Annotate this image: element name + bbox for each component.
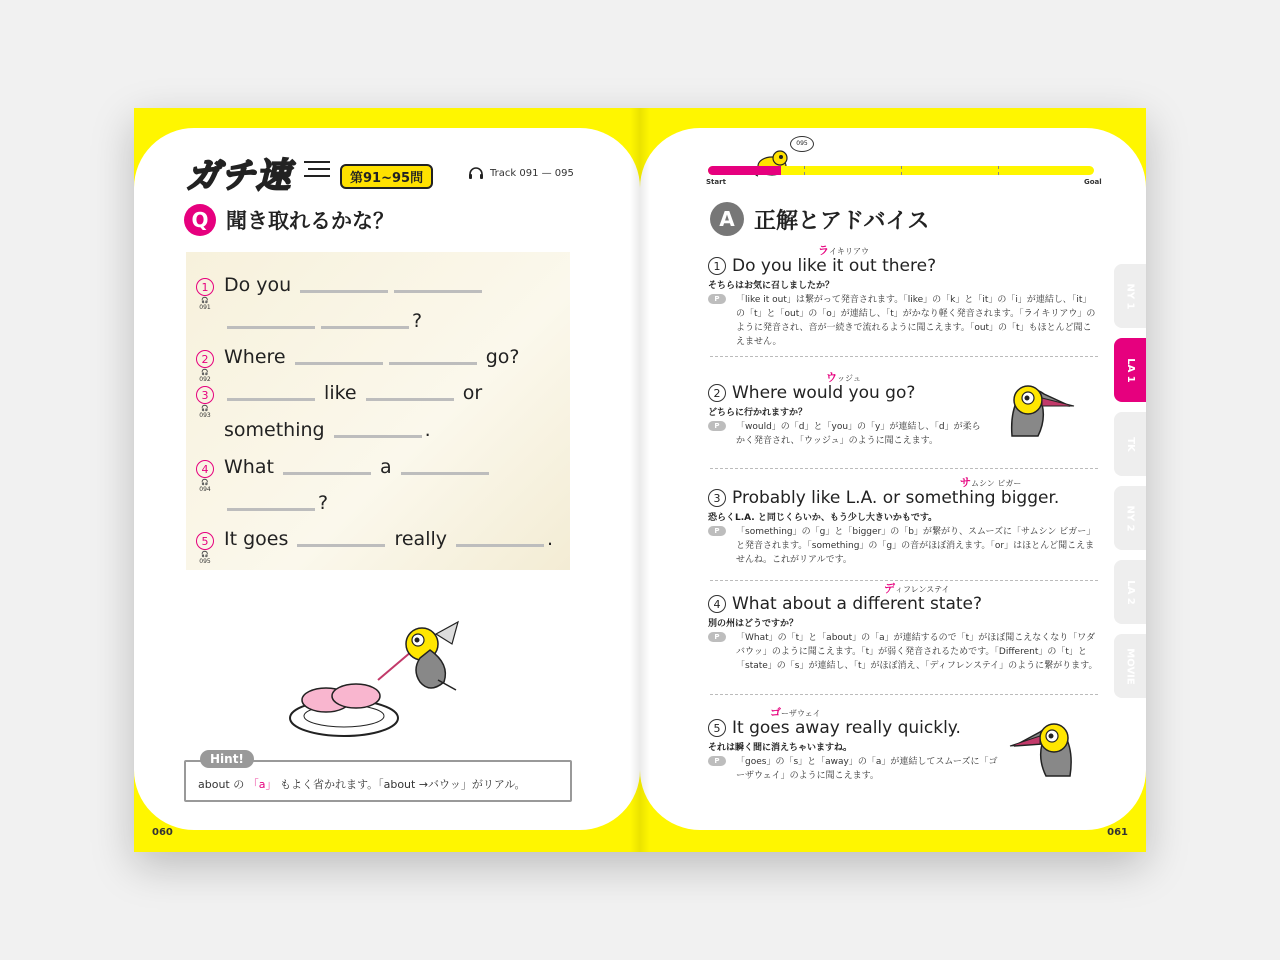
answer-blank[interactable] [401,472,489,475]
track-no: 🎧095 [199,551,211,565]
question-4-line1: What a [224,456,492,478]
woodpecker-illustration [1004,380,1076,442]
question-3-line1: like or [224,382,482,404]
progress-tick [998,166,999,175]
answer-5: 5 It goes away really quickly. ゴーザウェイ それは瞬く間に消えちゃいますね。 P 「goes」の「s」と「away」の「a」が連結してスムーズに「ゴーザウェイ」のように聞こえます。 [708,706,998,781]
answer-translation: 恐らくL.A. と同じくらいか、もう少し大きいかもです。 [708,513,938,523]
progress-fill [708,166,781,175]
pronunciation-ruby: ディフレンステイ [884,582,950,595]
left-page [134,108,640,852]
answer-blank[interactable] [389,362,477,365]
answer-blank[interactable] [366,398,454,401]
track-no: 🎧094 [199,479,211,493]
answer-sentence: It goes away really quickly. [732,718,961,738]
question-number-4[interactable]: 4 🎧094 [196,460,214,493]
answer-sentence: Where would you go? [732,383,916,403]
answer-translation: どちらに行かれますか？ [708,408,808,418]
question-1-line2: ? [224,310,422,332]
divider [710,694,1098,695]
divider [710,468,1098,469]
answer-blank[interactable] [456,544,544,547]
pronunciation-ruby: ゴーザウェイ [770,706,821,719]
answer-heading [710,202,929,236]
track-info [468,166,574,180]
question-title: 聞き取れるかな？ [226,209,394,233]
answer-blank[interactable] [295,362,383,365]
progress-tick [804,166,805,175]
pronunciation-ruby: ウッジュ [826,371,861,384]
answer-blank[interactable] [300,290,388,293]
pronunciation-note: P 「would」の「d」と「you」の「y」が連結し、「d」が柔らかく発音され、「ウッジュ」のように聞こえます。 [708,420,988,448]
question-5-line: It goes really . [224,528,554,550]
answer-blank[interactable] [227,326,315,329]
speech-bubble: 095 [790,136,814,152]
hint-tag: Hint! [200,750,254,768]
progress-bar [708,166,1094,175]
q-badge: Q [184,204,216,236]
progress-start-label: Start [706,178,726,186]
brand-logo: ガチ速 [186,156,291,196]
question-4-line2: ? [224,492,328,514]
tab-ny1[interactable]: NY 1 [1114,264,1146,328]
page-number-right: 061 [1107,827,1128,838]
pronunciation-ruby: サムシン ビガー [960,476,1022,489]
a-badge: A [710,202,744,236]
book-spread [134,108,1146,852]
hint-box [184,752,572,802]
answer-2: 2 Where would you go? ウッジュ どちらに行かれますか？ P 「would」の「d」と「you」の「y」が連結し、「d」が柔らかく発音され、「ウッジュ」のように聞こえます。 [708,383,988,448]
answer-blank[interactable] [334,435,422,438]
answer-title: 正解とアドバイス [754,208,930,234]
pronunciation-note: P 「What」の「t」と「about」の「a」が連結するので「t」がほぼ聞こえなくなり「ワダバウッ」のように聞こえます。「t」が弱く発音されるためです。「Different」の「t」と「state」の「s」が連結し、「t」がほぼ消え、「ディフレンステイ」のように繋がります。 [708,631,1098,673]
pronunciation-ruby: ライキリアウ [818,244,869,257]
right-page [640,108,1146,852]
question-number-2[interactable]: 2 🎧092 [196,350,214,383]
answer-blank[interactable] [297,544,385,547]
answer-translation: そちらはお気に召しましたか？ [708,281,835,291]
hint-text: about の 「a」 もよく省かれます。「about →バウッ」がリアル。 [198,778,526,791]
answer-blank[interactable] [227,398,315,401]
track-no: 🎧092 [199,369,211,383]
woodpecker-illustration [1006,718,1078,780]
pronunciation-note: P 「goes」の「s」と「away」の「a」が連結してスムーズに「ゴーザウェイ」のように聞こえます。 [708,755,998,783]
tab-ny2[interactable]: NY 2 [1114,486,1146,550]
pronunciation-note: P 「like it out」は繋がって発音されます。「like」の「k」と「it」の「i」が連結し､「it」の「t」と「out」の「o」が連結し、「t」がかなり軽く発音されます。「ライキリアウ」のように発音され、音が一続きで流れるように聞こえます。「out」の「t」もほとんど聞こえません。 [708,293,1098,349]
answer-translation: それは瞬く間に消えちゃいますね。 [708,743,853,753]
answer-blank[interactable] [394,290,482,293]
answer-sentence: Probably like L.A. or something bigger. [732,488,1060,508]
tab-movie[interactable]: MOVIE [1114,634,1146,698]
question-box [186,252,570,570]
answer-1: 1 Do you like it out there? ライキリアウ そちらはお気に召しましたか？ P 「like it out」は繋がって発音されます。「like」の「k」と「it」の「i」が連結し､「it」の「t」と「out」の「o」が連結し、「t」がかなり軽く発音されます。「ライキリアウ」のように発音され、音が一続きで流れるように聞こえます。「out」の「t」もほとんど聞こえません。 [708,256,1098,349]
tab-la1[interactable]: LA 1 [1114,338,1146,402]
answer-sentence: What about a different state? [732,594,983,614]
question-2-line: Where go? [224,346,520,368]
question-number-1[interactable]: 1 🎧091 [196,278,214,311]
track-no: 🎧091 [199,297,211,311]
question-number-3[interactable]: 3 🎧093 [196,386,214,419]
answer-blank[interactable] [283,472,371,475]
track-label: Track 091 — 095 [490,167,574,179]
tab-la2[interactable]: LA 2 [1114,560,1146,624]
answer-4: 4 What about a different state? ディフレンステイ 別の州はどうですか？ P 「What」の「t」と「about」の「a」が連結するので「t」がほぼ聞こえなくなり「ワダバウッ」のように聞こえます。「t」が弱く発音されるためです。「Different」の「t」と「state」の「s」が連結し、「t」がほぼ消え、「ディフレンステイ」のように繋がります。 [708,582,1098,671]
speed-lines-icon [302,156,332,182]
question-number-5[interactable]: 5 🎧095 [196,532,214,565]
answer-blank[interactable] [227,508,315,511]
headphones-icon [468,166,484,180]
page-number-left: 060 [152,827,173,838]
answer-blank[interactable] [321,326,409,329]
answer-sentence: Do you like it out there? [732,256,937,276]
question-1-line1: Do you [224,274,485,296]
question-3-line2: something . [224,419,431,441]
hummingbird-sushi-illustration [280,620,480,750]
divider [710,356,1098,357]
question-heading [184,204,394,236]
question-range-badge: 第91~95問 [340,164,433,189]
pronunciation-note: P 「something」の「g」と「bigger」の「b」が繋がり、スムーズに「サムシン ビガー」と発音されます。「something」の「g」の音がほぼ消えます。「or」はほとんど聞こえませんね。これがリアルです。 [708,525,1098,567]
progress-tick [901,166,902,175]
answer-3: 3 Probably like L.A. or something bigger. サムシン ビガー 恐らくL.A. と同じくらいか、もう少し大きいかもです。 P 「something」の「g」と「bigger」の「b」が繋がり、スムーズに「サムシン ビガー」と発音されます。「something」の「g」の音がほぼ消えます。「or」はほとんど聞こえませんね。これがリアルです。 [708,488,1098,567]
track-no: 🎧093 [199,405,211,419]
progress-goal-label: Goal [1084,178,1102,186]
answer-translation: 別の州はどうですか？ [708,619,799,629]
tab-tk[interactable]: TK [1114,412,1146,476]
